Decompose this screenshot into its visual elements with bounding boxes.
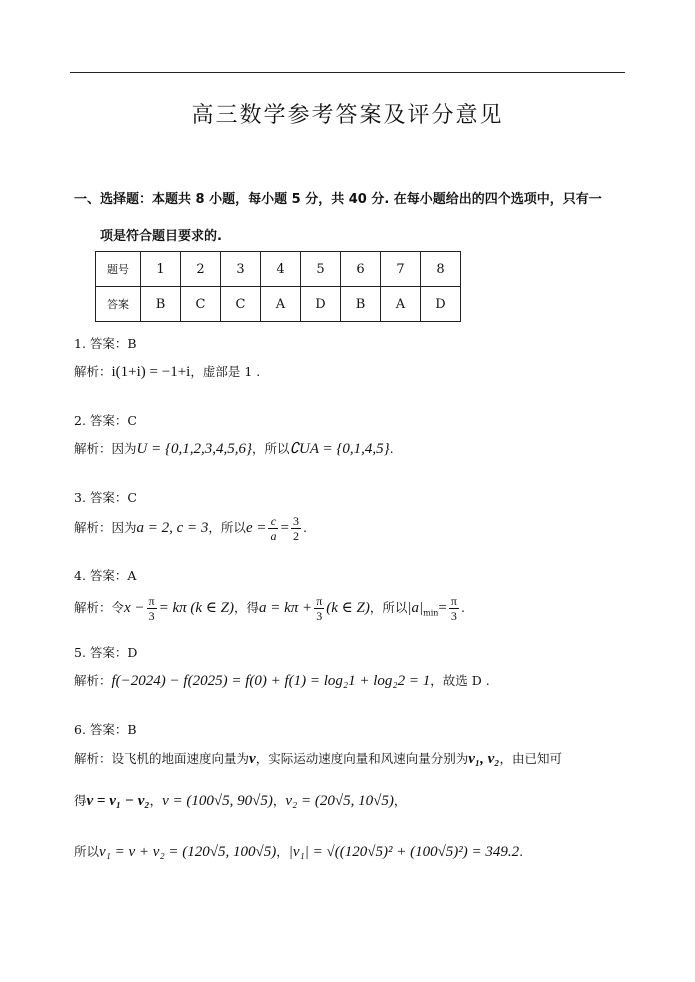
analysis-suffix: . (389, 441, 394, 456)
item-3-answer: 3. 答案：C (74, 490, 137, 505)
separator: ， (276, 844, 289, 859)
analysis-prefix: 得 (74, 793, 87, 808)
math-expression: a = 2, c = 3 (136, 520, 209, 536)
analysis-mid: ，实际运动速度向量和风速向量分别为 (255, 751, 469, 766)
math-expression: |v₁| = √((120√5)² + (100√5)²) = 349.2 (288, 844, 520, 860)
analysis-mid: ，所以 (369, 600, 408, 615)
table-cell-answer: D (421, 287, 461, 322)
fraction (314, 594, 324, 623)
separator: ， (393, 793, 407, 808)
table-cell-answer: B (141, 287, 181, 322)
fraction-den: 3 (449, 608, 459, 623)
math-expression: U = {0,1,2,3,4,5,6} (136, 441, 252, 457)
analysis-prefix: 解析： (74, 673, 112, 688)
item-4-answer: 4. 答案：A (74, 568, 137, 583)
analysis-suffix: ，虚部是 1 . (190, 364, 261, 379)
fraction-num: c (270, 514, 277, 528)
item-4-analysis (74, 594, 465, 623)
item-1-analysis (74, 362, 260, 381)
item-6-analysis-line3 (74, 842, 523, 861)
math-expression: v = v₁ − v₂ (86, 793, 150, 809)
item-2-answer: 2. 答案：C (74, 413, 137, 428)
table-cell-number: 7 (381, 252, 421, 287)
analysis-suffix: ，由已知可 (499, 751, 562, 766)
fraction (147, 594, 157, 623)
table-row-numbers (96, 252, 461, 287)
math-expression: a = kπ + (259, 600, 313, 616)
item-6-analysis-line2 (74, 791, 406, 810)
item-1-answer: 1. 答案：B (74, 336, 137, 351)
math-expression: v₁ = v + v₂ = (120√5, 100√5) (99, 844, 277, 860)
table-cell-number: 2 (181, 252, 221, 287)
math-expression: x − (124, 600, 145, 616)
section-heading: 一、选择题：本题共 8 小题，每小题 5 分，共 40 分. 在每小题给出的四个选项中，只有一 (74, 192, 602, 207)
table-answer-label: 答案 (96, 287, 141, 322)
table-cell-number: 1 (141, 252, 181, 287)
table-cell-number: 6 (341, 252, 381, 287)
math-expression: e = (245, 520, 267, 536)
math-expression: v = (100√5, 90√5) (162, 793, 273, 809)
math-expression: i(1+i) = −1+i (111, 364, 191, 380)
math-expression: (k ∈ Z) (326, 600, 370, 616)
fraction-den: 3 (147, 608, 157, 623)
fraction-den: a (270, 529, 277, 543)
separator: ， (272, 793, 286, 808)
item-6-analysis-line1 (74, 749, 562, 768)
page-title: 高三数学参考答案及评分意见 (191, 103, 504, 128)
item-3-analysis (74, 514, 307, 543)
fraction (291, 514, 301, 543)
fraction-num: π (450, 594, 457, 608)
table-row-answers (96, 287, 461, 322)
equals: = (438, 600, 447, 616)
table-cell-number: 8 (421, 252, 461, 287)
fraction-den: 3 (314, 608, 324, 623)
fraction-num: π (316, 594, 323, 608)
fraction-den: 2 (292, 529, 299, 543)
analysis-prefix: 解析： (74, 364, 112, 379)
table-header-label: 题号 (96, 252, 141, 287)
table-cell-number: 5 (301, 252, 341, 287)
analysis-prefix: 解析：因为 (74, 520, 137, 535)
math-expression: f(−2024) − f(2025) = f(0) + f(1) = log₂1 + log₂2 = 1 (111, 673, 431, 689)
math-vector: v₁, v₂ (468, 751, 500, 767)
subscript: min (423, 608, 439, 618)
fraction (268, 514, 278, 543)
math-expression: v₂ = (20√5, 10√5) (285, 793, 394, 809)
math-vector: v (249, 751, 256, 767)
table-cell-number: 3 (221, 252, 261, 287)
fraction-num: 3 (292, 514, 299, 528)
analysis-suffix: ，故选 D . (430, 673, 490, 688)
analysis-suffix: . (302, 520, 307, 535)
item-6-answer: 6. 答案：B (74, 722, 137, 737)
top-rule (70, 72, 625, 73)
analysis-suffix: . (519, 844, 524, 859)
table-cell-number: 4 (261, 252, 301, 287)
answer-table (95, 251, 461, 322)
fraction-num: π (148, 594, 155, 608)
math-expression: ∁UA = {0,1,4,5} (289, 441, 390, 457)
table-cell-answer: D (301, 287, 341, 322)
analysis-prefix: 所以 (74, 844, 100, 859)
analysis-mid: ，得 (234, 600, 260, 615)
analysis-prefix: 解析：设飞机的地面速度向量为 (74, 751, 250, 766)
table-cell-answer: A (261, 287, 301, 322)
math-expression: |a| (407, 600, 424, 616)
analysis-mid: ，所以 (208, 520, 246, 535)
fraction (449, 594, 459, 623)
analysis-mid: ，所以 (251, 441, 290, 456)
item-5-analysis (74, 671, 490, 690)
separator: ， (149, 793, 163, 808)
analysis-suffix: . (460, 600, 465, 615)
item-5-answer: 5. 答案：D (74, 645, 138, 660)
table-cell-answer: C (181, 287, 221, 322)
table-cell-answer: C (221, 287, 261, 322)
equals: = (280, 520, 289, 536)
table-cell-answer: B (341, 287, 381, 322)
item-2-analysis (74, 439, 394, 458)
table-cell-answer: A (381, 287, 421, 322)
math-expression: = kπ (k ∈ Z) (158, 600, 234, 616)
section-heading-cont: 项是符合题目要求的. (100, 229, 222, 244)
analysis-prefix: 解析：因为 (74, 441, 137, 456)
analysis-prefix: 解析：令 (74, 600, 125, 615)
